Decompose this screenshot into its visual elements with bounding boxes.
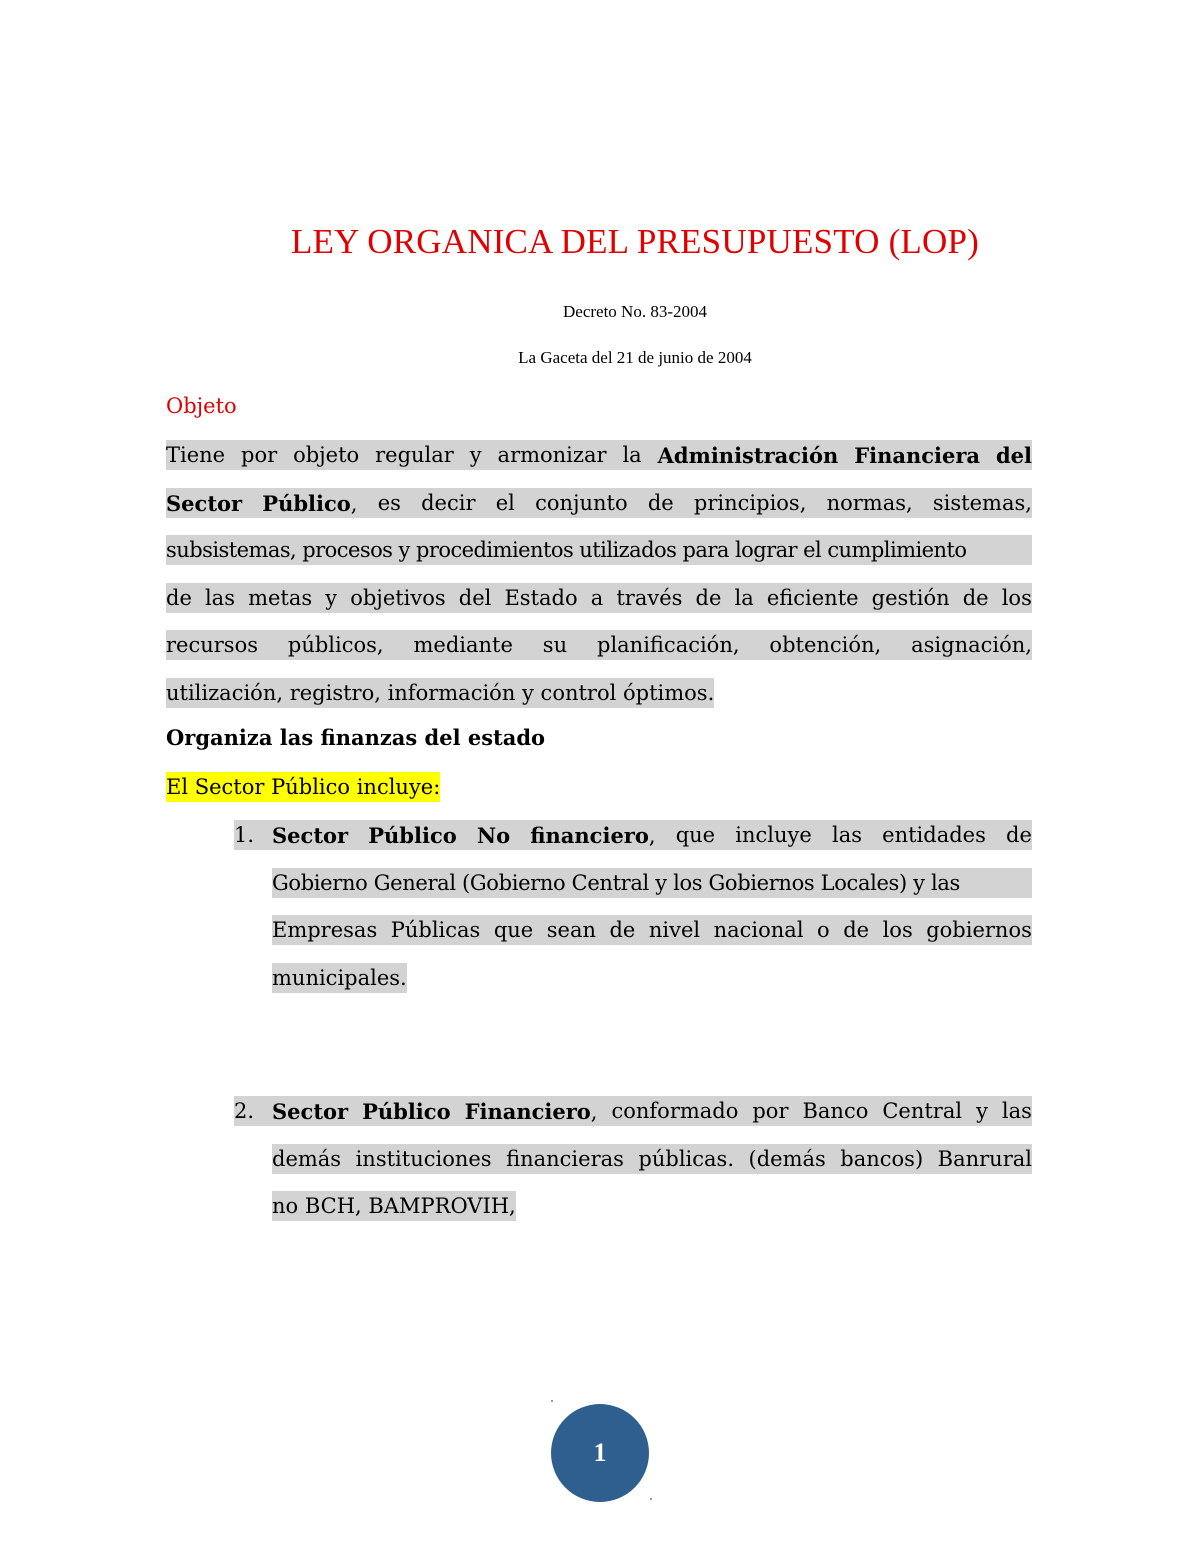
word: que [675, 823, 716, 847]
sector-publico-heading: El Sector Público incluye: [166, 772, 440, 802]
paragraph-line-4 [166, 575, 1032, 623]
punctuation: , [590, 1100, 598, 1124]
word: a [590, 585, 604, 610]
word: No [476, 823, 511, 848]
word: regular [375, 443, 454, 467]
list-item-line [272, 1088, 1032, 1136]
word: bancos) [840, 1146, 924, 1171]
list-item-line [272, 907, 1032, 955]
word: mediante [413, 633, 513, 658]
decree-number: Decreto No. 83-2004 [563, 302, 707, 321]
list-item-line [272, 860, 1032, 908]
paragraph-line-3 [166, 527, 1032, 575]
word: objetivos [350, 585, 446, 610]
word: planificación, [597, 633, 740, 658]
page-number-badge: 1 [551, 1404, 649, 1502]
paragraph-line-6-text: utilización, registro, información y control óptimos. [166, 670, 714, 718]
word: principios, [693, 490, 807, 515]
word: por [241, 443, 278, 467]
word: Administración [657, 443, 839, 468]
paragraph-line-3-text: subsistemas, procesos y procedimientos utilizados para lograr el cumplimiento [166, 538, 967, 563]
word: la [734, 585, 754, 610]
paragraph-line-6 [166, 670, 1032, 718]
word: Estado [504, 585, 578, 610]
word: y [325, 585, 338, 610]
word: gobiernos [926, 918, 1032, 943]
word: la [622, 443, 642, 467]
word: las [204, 585, 235, 610]
paragraph-line-5 [166, 622, 1032, 670]
list-item-number: 2. [234, 1088, 272, 1136]
organiza-heading: Organiza las finanzas del estado [166, 725, 546, 750]
word: las [1001, 1099, 1032, 1123]
paragraph-line-1 [166, 432, 1032, 480]
objeto-paragraph [166, 432, 1032, 718]
word: Sector [166, 490, 243, 516]
word: los [1001, 585, 1032, 610]
word: de [695, 585, 722, 610]
word: metas [248, 585, 313, 610]
word: conformado [611, 1099, 739, 1123]
word: financiero, [530, 823, 656, 848]
word: del [995, 443, 1032, 468]
word: Público, [262, 490, 358, 516]
word: el [495, 490, 515, 515]
word: recursos [166, 633, 258, 658]
word: públicas. [638, 1146, 734, 1171]
word: o [817, 918, 830, 943]
word: Banrural [937, 1146, 1032, 1171]
document-title: LEY ORGANICA DEL PRESUPUESTO (LOP) [290, 222, 980, 261]
word: Financiera [854, 443, 981, 468]
list-item-line [272, 1183, 1032, 1231]
list-item [234, 812, 1032, 1002]
word: objeto [293, 443, 360, 467]
word: Públicas [390, 918, 481, 943]
word: obtención, [769, 633, 882, 658]
word: de [1006, 823, 1032, 847]
word: asignación, [911, 633, 1032, 658]
word: Central [882, 1099, 963, 1123]
word: Tiene [166, 443, 226, 467]
word: través [616, 585, 683, 610]
word: (demás [748, 1146, 826, 1171]
word: Público [368, 823, 457, 848]
word: Sector [272, 823, 349, 848]
list-item-text: no BCH, BAMPROVIH, [272, 1183, 516, 1231]
word: financieras [506, 1146, 624, 1171]
word: del [458, 585, 492, 610]
punctuation: , [350, 491, 358, 516]
list-item-text: municipales. [272, 955, 407, 1003]
paragraph-line-2 [166, 480, 1032, 528]
word: eficiente [766, 585, 859, 610]
list-item-number: 1. [234, 812, 272, 860]
word: demás [272, 1146, 342, 1171]
word: los [882, 918, 913, 943]
word: y [469, 443, 482, 467]
decorative-dot [551, 1400, 553, 1402]
word: armonizar [497, 443, 607, 467]
word: Empresas [272, 918, 378, 943]
decorative-dot [650, 1498, 652, 1500]
word: y [976, 1099, 988, 1123]
word: de [166, 585, 192, 610]
word: las [831, 823, 862, 847]
word: Público [362, 1099, 451, 1124]
list-item-line [272, 1136, 1032, 1184]
word: es [377, 490, 401, 515]
word: nivel [648, 918, 701, 943]
punctuation: , [648, 824, 656, 848]
word: nacional [713, 918, 804, 943]
word: de [843, 918, 870, 943]
section-objeto-label: Objeto [166, 394, 237, 418]
word: instituciones [355, 1146, 492, 1171]
word: conjunto [535, 490, 628, 515]
gazette-date: La Gaceta del 21 de junio de 2004 [518, 348, 752, 367]
word: públicos, [287, 633, 384, 658]
word: su [542, 633, 568, 658]
word: incluye [735, 823, 812, 847]
list-item-line [272, 955, 1032, 1003]
word: Financiero, [464, 1099, 598, 1124]
list-item-text: Gobierno General (Gobierno Central y los Gobiernos Locales) y las [272, 870, 960, 895]
word: normas, [826, 490, 913, 515]
word: de [609, 918, 636, 943]
word: sistemas, [932, 490, 1032, 515]
word: Sector [272, 1099, 349, 1124]
word: de [647, 490, 674, 515]
word: de [962, 585, 989, 610]
word: que [493, 918, 534, 943]
word: por [752, 1099, 789, 1123]
word: Banco [802, 1099, 869, 1123]
list-item [234, 1088, 1032, 1231]
word: gestión [871, 585, 950, 610]
word: sean [546, 918, 596, 943]
word: decir [421, 490, 476, 515]
word: entidades [882, 823, 986, 847]
list-item-line [272, 812, 1032, 860]
